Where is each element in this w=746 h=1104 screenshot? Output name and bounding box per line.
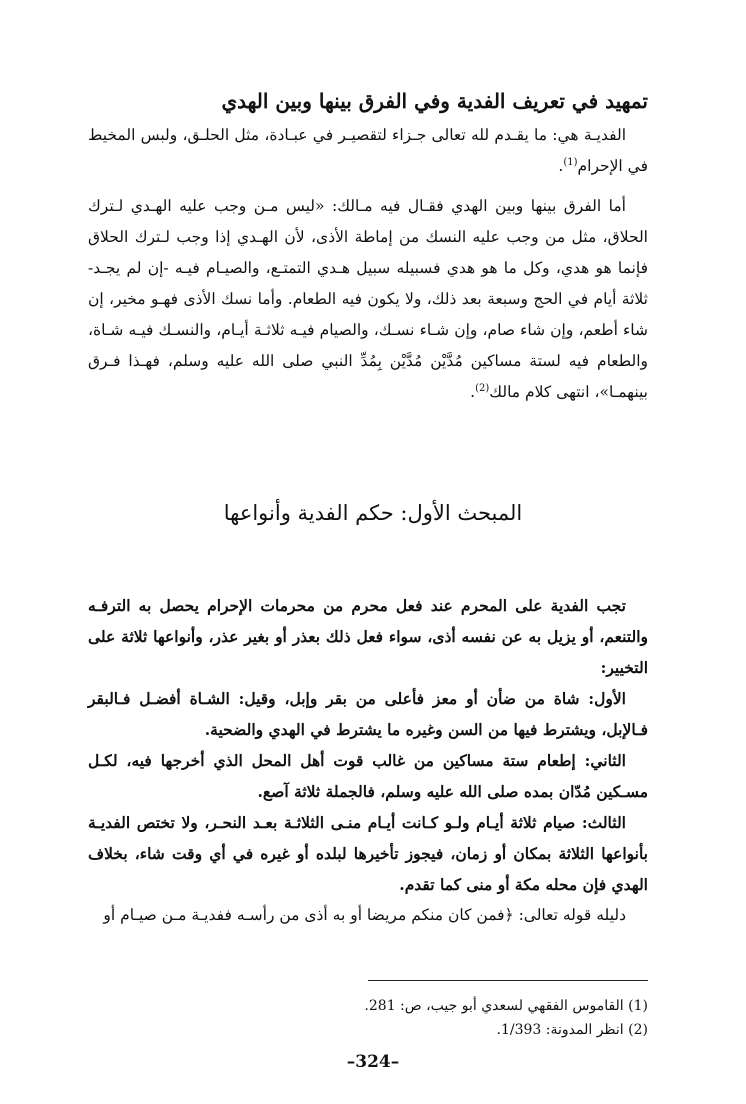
fidya-definition-paragraph	[88, 120, 648, 182]
footnote-ref-1[interactable]: (1)	[563, 156, 578, 168]
footnote-1: (1) القاموس الفقهي لسعدي أبو جيب، ص: 281.	[364, 998, 648, 1014]
fidya-definition-text: الفديـة هي: ما يقـدم لله تعالى جـزاء لتقصيـر في عبـادة، مثل الحلـق، ولبس المخيط في الإحرام	[88, 126, 648, 175]
footnotes	[88, 994, 648, 1042]
evidence-paragraph: دليله قوله تعالى: ﴿فمن كان منكم مريضا أو به أذى من رأسـه ففديـة مـن صيـام أو	[103, 906, 626, 924]
footnote-ref-2[interactable]: (2)	[475, 382, 490, 394]
intro-section	[88, 120, 648, 408]
type-two-paragraph: الثاني: إطعام ستة مساكين من غالب قوت أهل المحل الذي أخرجها فيه، لكـل مسـكين مُدّان بمده صلى الله عليه وسلم، فالجملة ثلاثة آصع.	[88, 751, 648, 801]
fidya-hady-difference-paragraph	[88, 191, 648, 408]
type-three-paragraph: الثالث: صيام ثلاثة أيـام ولـو كـانت أيـام منـى الثلاثـة بعـد النحـر، ولا تختص الفديـة بأنواعها الثلاثة بمكان أو زمان، فيجوز تأخيرها لبلده أو غيره في أي وقت شاء، بخلاف الهدي فإن محله مكة أو منى كما تقدم.	[88, 813, 648, 894]
difference-period: .	[470, 383, 476, 401]
definition-period: .	[558, 157, 564, 175]
type-one-paragraph: الأول: شاة من ضأن أو معز فأعلى من بقر وإبل، وقيل: الشـاة أفضـل فـالبقر فـالإبل، ويشترط فيها من السن وغيره ما يشترط في الهدي والضحية.	[88, 689, 648, 739]
section-title: المبحث الأول: حكم الفدية وأنواعها	[223, 501, 523, 525]
page-number: –324–	[346, 1052, 400, 1072]
footnote-2: (2) انظر المدونة: 1/393.	[496, 1022, 648, 1038]
malik-quote-text: أما الفرق بينها وبين الهدي فقـال فيه مـالك: «ليس مـن وجب عليه الهـدي لـترك الحلاق، مثل من وجب عليه النسك من إماطة الأذى، لأن الهـدي إذا وجب لـترك الحلاق فإنما هو هدي، وكل ما هو هدي فسبيله سبيل هـدي التمتـع، والصيـام فيـه -إن لم يجـد- ثلاثة أيام في الحج وسبعة بعد ذلك، ولا يكون فيه الطعام. وأما نسك الأذى فهـو مخير، إن شاء أطعم، وإن شاء صام، وإن شـاء نسـك، والصيام فيـه ثلاثـة أيـام، والنسـك فيـه شـاة، والطعام فيه لستة مساكين مُدَّيْن مُدَّيْن بِمُدِّ النبي صلى الله عليه وسلم، فهـذا فـرق بينهمـا»، انتهى كلام مالك	[88, 197, 648, 401]
footnote-divider	[368, 980, 648, 981]
rules-section	[88, 590, 648, 931]
obligation-paragraph: تجب الفدية على المحرم عند فعل محرم من محرمات الإحرام يحصل به الترفـه والتنعم، أو يزيل به عن نفسه أذى، سواء فعل ذلك بعذر أو بغير عذر، وأنواعها ثلاثة على التخيير:	[88, 596, 648, 677]
preface-heading: تمهيد في تعريف الفدية وفي الفرق بينها وبين الهدي	[221, 89, 648, 113]
